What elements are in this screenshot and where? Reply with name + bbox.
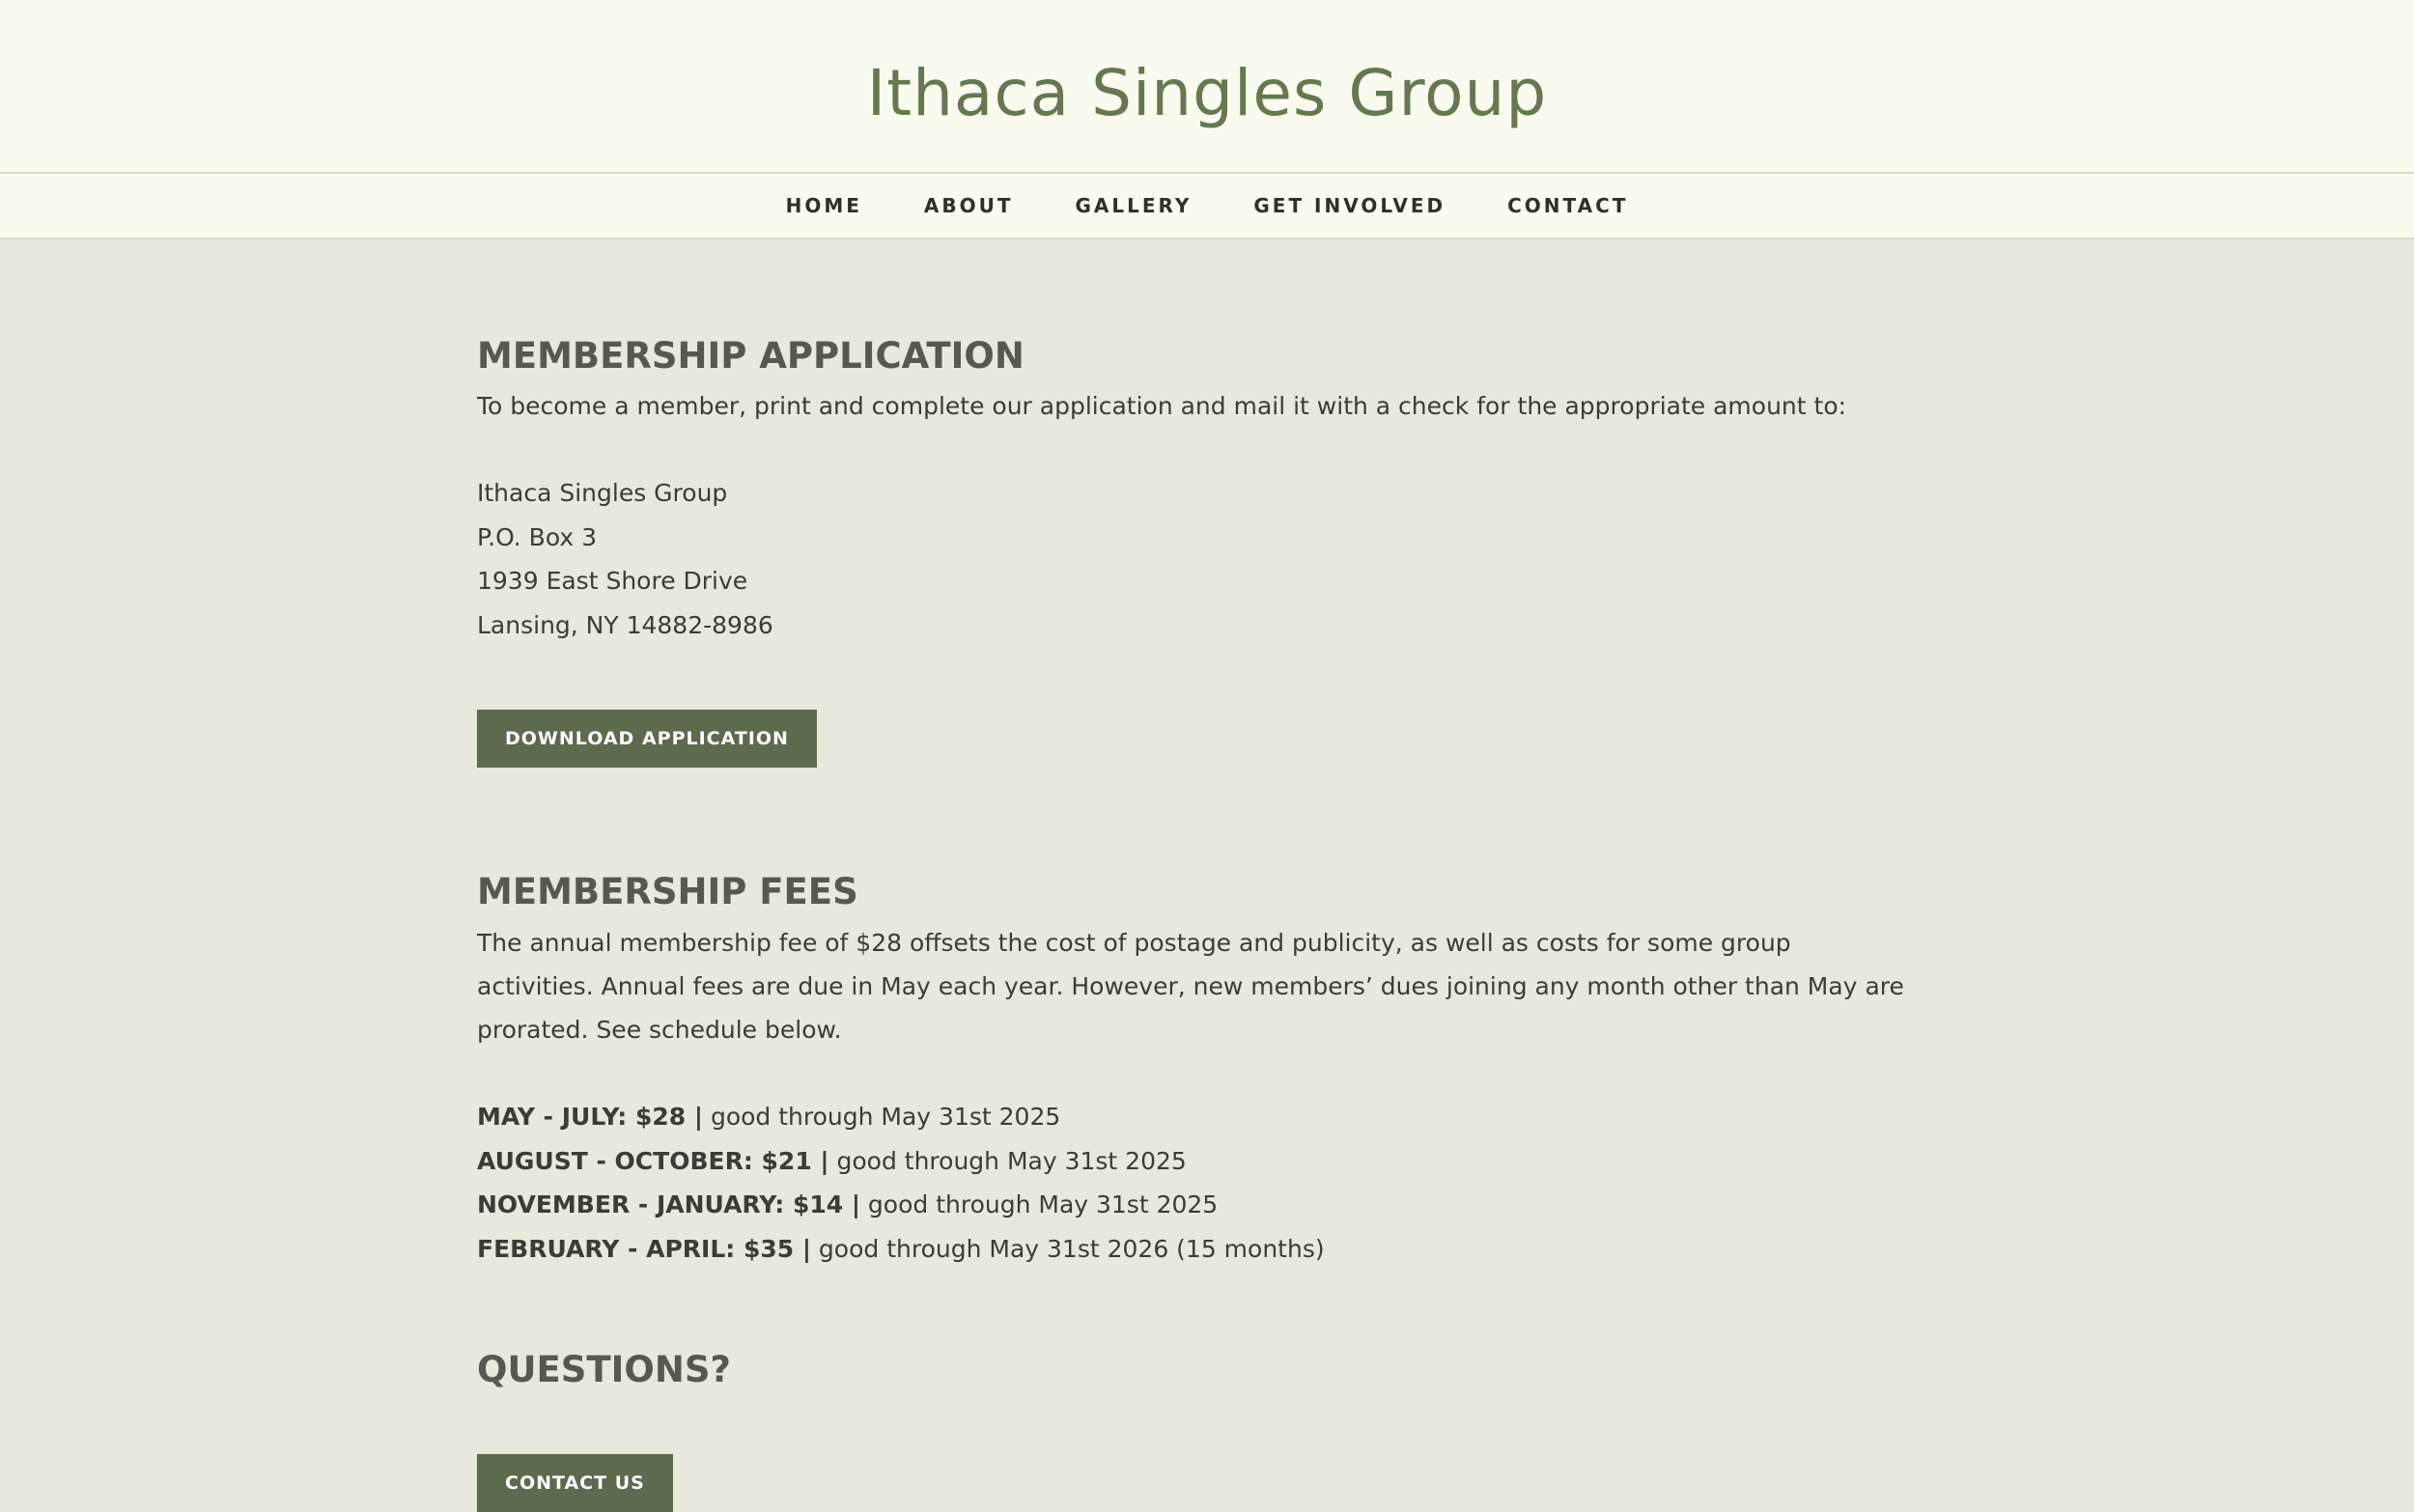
application-section bbox=[477, 332, 1925, 768]
address-line: Lansing, NY 14882-8986 bbox=[477, 610, 773, 639]
fee-period: FEBRUARY - APRIL: $35 | bbox=[477, 1234, 811, 1263]
fee-note: good through May 31st 2025 bbox=[703, 1103, 1061, 1131]
fee-period: MAY - JULY: $28 | bbox=[477, 1103, 704, 1131]
site-header bbox=[0, 0, 2414, 174]
fees-heading: MEMBERSHIP FEES bbox=[477, 871, 858, 912]
fee-schedule bbox=[477, 1095, 1925, 1271]
nav-item-gallery[interactable]: GALLERY bbox=[1075, 194, 1193, 217]
fee-schedule-item bbox=[477, 1139, 1925, 1184]
questions-heading: QUESTIONS? bbox=[477, 1349, 731, 1390]
nav-item-get-involved[interactable]: GET INVOLVED bbox=[1253, 194, 1446, 217]
fee-period: NOVEMBER - JANUARY: $14 | bbox=[477, 1190, 860, 1218]
main-content bbox=[477, 290, 1925, 1512]
questions-section bbox=[477, 1346, 1925, 1512]
nav-item-about[interactable]: ABOUT bbox=[923, 194, 1014, 217]
application-intro: To become a member, print and complete our application and mail it with a check for the appropriate amount to: bbox=[477, 392, 1847, 420]
site-title[interactable]: Ithaca Singles Group bbox=[866, 56, 1548, 130]
download-application-button[interactable]: DOWNLOAD APPLICATION bbox=[477, 710, 817, 768]
fee-schedule-item bbox=[477, 1227, 1925, 1272]
address-line: 1939 East Shore Drive bbox=[477, 567, 748, 595]
fee-schedule-item bbox=[477, 1095, 1925, 1139]
fee-note: good through May 31st 2025 bbox=[828, 1146, 1187, 1175]
nav-item-home[interactable]: HOME bbox=[785, 194, 862, 217]
fee-note: good through May 31st 2025 bbox=[859, 1190, 1219, 1218]
fee-schedule-item bbox=[477, 1183, 1925, 1227]
fee-period: AUGUST - OCTOBER: $21 | bbox=[477, 1146, 829, 1175]
fees-description: The annual membership fee of $28 offsets the cost of postage and publicity, as well as costs for some group activities. Annual fees are due in May each year. However, new members’ dues joining any month other than May are prorated. See schedule below. bbox=[477, 929, 1904, 1044]
address-line: Ithaca Singles Group bbox=[477, 479, 728, 507]
contact-us-button[interactable]: CONTACT US bbox=[477, 1454, 673, 1512]
mailing-address bbox=[477, 471, 1925, 647]
application-heading: MEMBERSHIP APPLICATION bbox=[477, 335, 1025, 377]
fees-section bbox=[477, 868, 1925, 1271]
main-nav bbox=[0, 174, 2414, 239]
nav-item-contact[interactable]: CONTACT bbox=[1507, 194, 1629, 217]
fee-note: good through May 31st 2026 (15 months) bbox=[810, 1234, 1325, 1263]
address-line: P.O. Box 3 bbox=[477, 522, 598, 551]
